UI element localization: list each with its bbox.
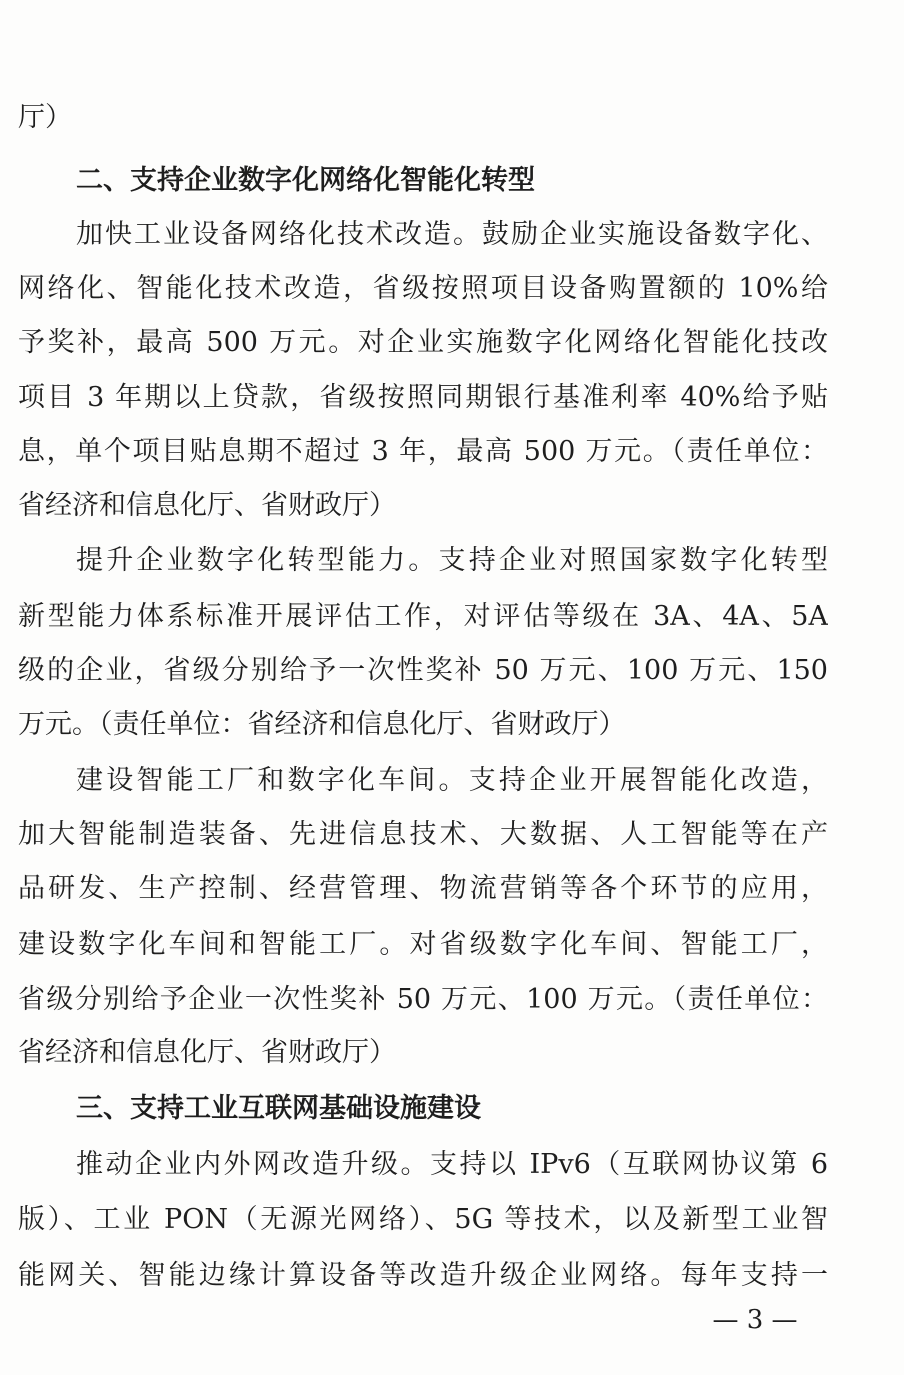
text-line: 省经济和信息化厅、省财政厅）	[18, 1037, 396, 1068]
text-line: 省级分别给予企业一次性奖补 50 万元、100 万元。（责任单位：	[18, 984, 828, 1015]
text-line: 项目 3 年期以上贷款，省级按照同期银行基准利率 40%给予贴	[18, 382, 828, 413]
text-line: 网络化、智能化技术改造，省级按照项目设备购置额的 10%给	[18, 273, 828, 304]
section-heading-3: 三、支持工业互联网基础设施建设	[76, 1093, 481, 1124]
text-line: 予奖补，最高 500 万元。对企业实施数字化网络化智能化技改	[18, 327, 828, 358]
text-line: 建设数字化车间和智能工厂。对省级数字化车间、智能工厂，	[18, 929, 828, 960]
text-line: 级的企业，省级分别给予一次性奖补 50 万元、100 万元、150	[18, 655, 828, 686]
text-line: 万元。（责任单位：省经济和信息化厅、省财政厅）	[18, 709, 626, 740]
text-line: 推动企业内外网改造升级。支持以 IPv6（互联网协议第 6	[76, 1149, 828, 1180]
text-line: 厅）	[18, 102, 72, 133]
text-line: 省经济和信息化厅、省财政厅）	[18, 490, 396, 521]
text-line: 版）、工业 PON（无源光网络）、5G 等技术，以及新型工业智	[18, 1204, 828, 1235]
page-number: — 3 —	[712, 1305, 798, 1335]
text-line: 提升企业数字化转型能力。支持企业对照国家数字化转型	[76, 545, 828, 576]
section-heading-2: 二、支持企业数字化网络化智能化转型	[76, 165, 535, 196]
text-line: 加快工业设备网络化技术改造。鼓励企业实施设备数字化、	[76, 219, 828, 250]
text-line: 品研发、生产控制、经营管理、物流营销等各个环节的应用，	[18, 873, 828, 904]
text-line: 建设智能工厂和数字化车间。支持企业开展智能化改造，	[76, 765, 828, 796]
text-line: 新型能力体系标准开展评估工作，对评估等级在 3A、4A、5A	[18, 601, 828, 632]
text-line: 能网关、智能边缘计算设备等改造升级企业网络。每年支持一	[18, 1260, 828, 1291]
text-line: 息，单个项目贴息期不超过 3 年，最高 500 万元。（责任单位：	[18, 436, 828, 467]
text-line: 加大智能制造装备、先进信息技术、大数据、人工智能等在产	[18, 819, 828, 850]
